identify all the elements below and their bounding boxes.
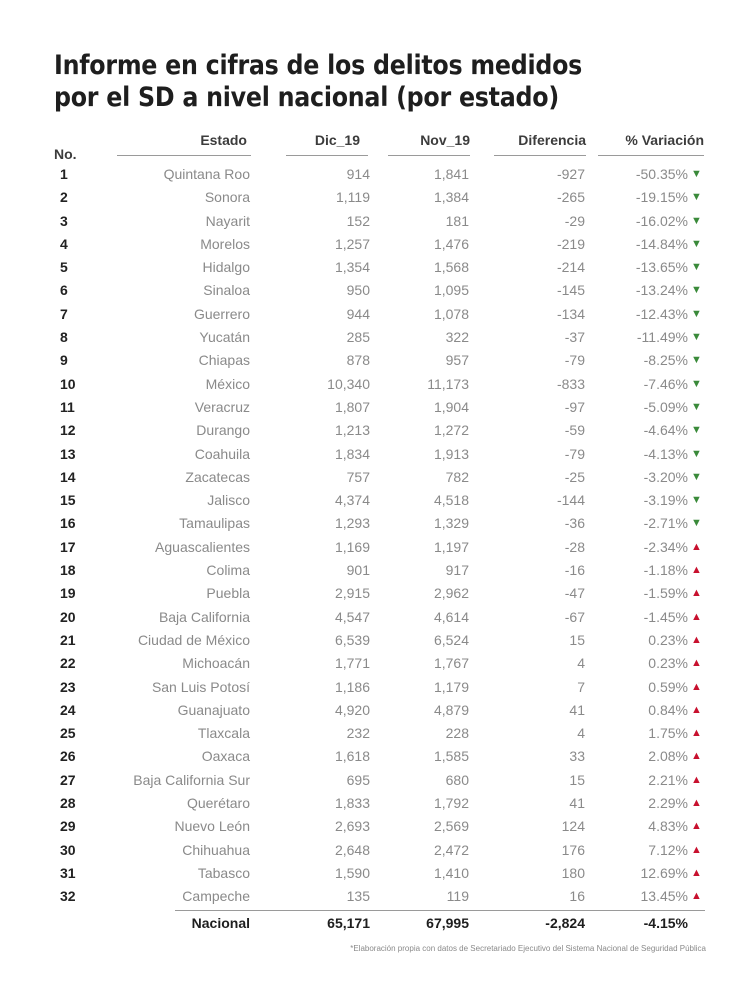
row-diferencia: 15 — [569, 771, 585, 788]
row-nov: 1,792 — [433, 795, 469, 812]
table-row — [0, 722, 756, 745]
header-divider — [598, 155, 704, 156]
table-row — [0, 489, 756, 512]
row-diferencia: -79 — [564, 445, 585, 462]
row-nov: 1,384 — [433, 189, 469, 206]
row-estado: San Luis Potosí — [151, 678, 250, 695]
row-diferencia: 15 — [569, 631, 585, 648]
row-dic: 285 — [346, 329, 370, 346]
row-nov: 782 — [445, 468, 469, 485]
table-row — [0, 676, 756, 699]
table-row — [0, 233, 756, 256]
row-estado: Tabasco — [197, 864, 250, 881]
total-dif: -2,824 — [545, 915, 585, 931]
row-variacion: 0.23% — [648, 655, 688, 672]
row-nov: 11,173 — [427, 375, 469, 392]
trend-up-icon: ▲ — [691, 633, 702, 646]
row-diferencia: 4 — [577, 725, 585, 742]
row-variacion: -2.71% — [643, 515, 688, 532]
header-nov: Nov_19 — [420, 132, 470, 148]
trend-down-icon: ▼ — [691, 517, 702, 530]
row-number: 22 — [60, 655, 76, 672]
row-nov: 2,472 — [433, 841, 469, 858]
row-estado: Sonora — [204, 189, 250, 206]
row-dic: 914 — [346, 166, 370, 182]
row-number: 30 — [60, 841, 76, 858]
row-estado: Tamaulipas — [179, 515, 250, 532]
row-number: 18 — [60, 562, 76, 579]
header-variacion: % Variación — [625, 132, 704, 148]
row-variacion: -1.59% — [643, 585, 688, 602]
row-variacion: -4.64% — [643, 422, 688, 439]
row-number: 5 — [60, 259, 68, 276]
row-variacion: -1.45% — [643, 608, 688, 625]
row-variacion: 2.08% — [648, 748, 688, 765]
total-var: -4.15% — [643, 915, 688, 931]
row-estado: Guerrero — [193, 305, 250, 322]
trend-down-icon: ▼ — [691, 237, 702, 250]
trend-up-icon: ▲ — [691, 587, 702, 600]
row-dic: 2,648 — [334, 841, 370, 858]
row-estado: Puebla — [206, 585, 250, 602]
table-row — [0, 862, 756, 885]
row-diferencia: 124 — [561, 818, 585, 835]
row-dic: 4,547 — [334, 608, 370, 625]
table-row — [0, 443, 756, 466]
row-number: 21 — [60, 631, 76, 648]
row-dic: 950 — [346, 282, 370, 299]
table-row — [0, 373, 756, 396]
row-estado: Oaxaca — [201, 748, 250, 765]
row-estado: Sinaloa — [203, 282, 250, 299]
row-number: 3 — [60, 212, 68, 229]
row-diferencia: 41 — [569, 795, 585, 812]
row-estado: Ciudad de México — [137, 631, 250, 648]
table-row — [0, 512, 756, 535]
row-dic: 1,618 — [334, 748, 370, 765]
row-number: 28 — [60, 795, 76, 812]
row-diferencia: -29 — [564, 212, 585, 229]
row-nov: 2,962 — [433, 585, 469, 602]
row-number: 29 — [60, 818, 76, 835]
table-row — [0, 279, 756, 302]
table-row — [0, 792, 756, 815]
row-diferencia: -28 — [564, 538, 585, 555]
trend-up-icon: ▲ — [691, 727, 702, 740]
row-diferencia: 4 — [577, 655, 585, 672]
row-nov: 4,879 — [433, 701, 469, 718]
row-diferencia: -219 — [556, 235, 585, 252]
row-nov: 2,569 — [433, 818, 469, 835]
trend-down-icon: ▼ — [691, 377, 702, 390]
row-variacion: -13.24% — [635, 282, 688, 299]
row-nov: 1,329 — [433, 515, 469, 532]
header-dic: Dic_19 — [314, 132, 360, 148]
row-dic: 4,374 — [334, 492, 370, 509]
trend-down-icon: ▼ — [691, 331, 702, 344]
row-nov: 1,197 — [433, 538, 469, 555]
row-number: 23 — [60, 678, 76, 695]
trend-up-icon: ▲ — [691, 866, 702, 879]
row-estado: México — [205, 375, 250, 392]
row-dic: 1,590 — [334, 864, 370, 881]
trend-up-icon: ▲ — [691, 657, 702, 670]
table-row — [0, 186, 756, 209]
table-row — [0, 326, 756, 349]
row-nov: 917 — [445, 562, 469, 579]
table-row — [0, 256, 756, 279]
trend-down-icon: ▼ — [691, 307, 702, 320]
trend-down-icon: ▼ — [691, 400, 702, 413]
row-number: 24 — [60, 701, 76, 718]
row-variacion: -13.65% — [635, 259, 688, 276]
row-estado: Michoacán — [182, 655, 250, 672]
table-row — [0, 582, 756, 605]
table-row — [0, 885, 756, 908]
row-variacion: -16.02% — [635, 212, 688, 229]
report-title: Informe en cifras de los delitos medidos por el SD a nivel nacional (por estado) — [54, 50, 583, 113]
trend-down-icon: ▼ — [691, 284, 702, 297]
source-note: *Elaboración propia con datos de Secretariado Ejecutivo del Sistema Nacional de Seguridad Pública — [350, 944, 706, 953]
table-row — [0, 745, 756, 768]
trend-down-icon: ▼ — [691, 214, 702, 227]
row-estado: Aguascalientes — [155, 538, 250, 555]
row-number: 10 — [60, 375, 76, 392]
row-nov: 957 — [445, 352, 469, 369]
row-dic: 1,833 — [334, 795, 370, 812]
header-diferencia: Diferencia — [518, 132, 586, 148]
row-estado: Baja California Sur — [133, 771, 250, 788]
header-estado-cell — [117, 128, 251, 156]
trend-up-icon: ▲ — [691, 540, 702, 553]
trend-up-icon: ▲ — [691, 703, 702, 716]
row-diferencia: -16 — [564, 562, 585, 579]
trend-down-icon: ▼ — [691, 261, 702, 274]
row-variacion: 0.84% — [648, 701, 688, 718]
trend-up-icon: ▲ — [691, 750, 702, 763]
row-nov: 1,078 — [433, 305, 469, 322]
header-divider — [286, 155, 368, 156]
row-number: 15 — [60, 492, 76, 509]
row-number: 26 — [60, 748, 76, 765]
row-estado: Yucatán — [199, 329, 250, 346]
row-dic: 1,354 — [334, 259, 370, 276]
trend-up-icon: ▲ — [691, 773, 702, 786]
row-number: 32 — [60, 888, 76, 905]
header-diferencia-cell — [494, 128, 586, 156]
trend-up-icon: ▲ — [691, 843, 702, 856]
row-dic: 232 — [346, 725, 370, 742]
row-estado: Chiapas — [198, 352, 250, 369]
row-estado: Nuevo León — [174, 818, 250, 835]
row-diferencia: -214 — [556, 259, 585, 276]
row-variacion: 1.75% — [648, 725, 688, 742]
table-row — [0, 466, 756, 489]
row-diferencia: 7 — [577, 678, 585, 695]
row-estado: Durango — [196, 422, 250, 439]
row-variacion: 13.45% — [640, 888, 688, 905]
table-row — [0, 839, 756, 862]
state-table — [0, 163, 756, 909]
table-row — [0, 536, 756, 559]
row-nov: 1,476 — [433, 235, 469, 252]
row-diferencia: -79 — [564, 352, 585, 369]
row-diferencia: -25 — [564, 468, 585, 485]
row-variacion: -2.34% — [643, 538, 688, 555]
trend-down-icon: ▼ — [691, 494, 702, 507]
row-estado: Hidalgo — [202, 259, 250, 276]
header-variacion-cell — [598, 128, 704, 156]
total-row — [0, 912, 756, 934]
row-estado: Morelos — [200, 235, 250, 252]
row-number: 8 — [60, 329, 68, 346]
row-diferencia: -36 — [564, 515, 585, 532]
row-number: 13 — [60, 445, 76, 462]
row-diferencia: -59 — [564, 422, 585, 439]
row-number: 2 — [60, 189, 68, 206]
trend-down-icon: ▼ — [691, 191, 702, 204]
row-nov: 1,767 — [433, 655, 469, 672]
row-variacion: 2.29% — [648, 795, 688, 812]
row-variacion: -14.84% — [635, 235, 688, 252]
row-number: 9 — [60, 352, 68, 369]
row-nov: 322 — [445, 329, 469, 346]
row-number: 11 — [60, 398, 75, 415]
row-estado: Chihuahua — [182, 841, 250, 858]
row-estado: Guanajuato — [177, 701, 250, 718]
table-row — [0, 652, 756, 675]
row-dic: 1,807 — [334, 398, 370, 415]
row-diferencia: 41 — [569, 701, 585, 718]
row-dic: 10,340 — [327, 375, 370, 392]
header-no: No. — [54, 146, 77, 162]
row-dic: 757 — [346, 468, 370, 485]
row-diferencia: 16 — [569, 888, 585, 905]
row-nov: 1,179 — [433, 678, 469, 695]
row-variacion: -7.46% — [643, 375, 688, 392]
table-row — [0, 815, 756, 838]
row-variacion: -3.19% — [643, 492, 688, 509]
trend-down-icon: ▼ — [691, 470, 702, 483]
row-variacion: -4.13% — [643, 445, 688, 462]
row-variacion: -19.15% — [635, 189, 688, 206]
row-number: 27 — [60, 771, 76, 788]
row-diferencia: -67 — [564, 608, 585, 625]
table-row — [0, 396, 756, 419]
row-dic: 2,915 — [334, 585, 370, 602]
row-number: 19 — [60, 585, 76, 602]
header-nov-cell — [388, 128, 470, 156]
table-row — [0, 769, 756, 792]
row-nov: 1,568 — [433, 259, 469, 276]
header-divider — [117, 155, 251, 156]
row-estado: Tlaxcala — [197, 725, 250, 742]
trend-up-icon: ▲ — [691, 680, 702, 693]
row-nov: 1,272 — [433, 422, 469, 439]
row-nov: 1,410 — [433, 864, 469, 881]
trend-down-icon: ▼ — [691, 354, 702, 367]
row-nov: 1,095 — [433, 282, 469, 299]
table-row — [0, 163, 756, 186]
table-row — [0, 303, 756, 326]
table-row — [0, 349, 756, 372]
row-estado: Baja California — [158, 608, 250, 625]
trend-up-icon: ▲ — [691, 820, 702, 833]
row-dic: 1,169 — [334, 538, 370, 555]
trend-down-icon: ▼ — [691, 168, 702, 180]
row-diferencia: -134 — [556, 305, 585, 322]
row-nov: 1,585 — [433, 748, 469, 765]
row-diferencia: -833 — [556, 375, 585, 392]
row-nov: 4,518 — [433, 492, 469, 509]
row-variacion: 7.12% — [648, 841, 688, 858]
row-dic: 695 — [346, 771, 370, 788]
row-diferencia: -144 — [556, 492, 585, 509]
row-variacion: 0.23% — [648, 631, 688, 648]
row-nov: 6,524 — [433, 631, 469, 648]
header-divider — [388, 155, 470, 156]
table-row — [0, 419, 756, 442]
row-variacion: -8.25% — [643, 352, 688, 369]
row-nov: 680 — [445, 771, 469, 788]
row-estado: Campeche — [182, 888, 250, 905]
row-diferencia: 33 — [569, 748, 585, 765]
row-dic: 1,834 — [334, 445, 370, 462]
row-number: 17 — [60, 538, 76, 555]
row-dic: 944 — [346, 305, 370, 322]
row-number: 20 — [60, 608, 76, 625]
trend-up-icon: ▲ — [691, 610, 702, 623]
row-dic: 2,693 — [334, 818, 370, 835]
row-dic: 1,293 — [334, 515, 370, 532]
row-nov: 1,904 — [433, 398, 469, 415]
row-dic: 152 — [346, 212, 370, 229]
row-dic: 1,119 — [336, 189, 370, 206]
header-divider — [494, 155, 586, 156]
row-number: 6 — [60, 282, 68, 299]
row-number: 25 — [60, 725, 76, 742]
row-diferencia: 180 — [561, 864, 585, 881]
row-estado: Quintana Roo — [163, 166, 250, 182]
table-row — [0, 559, 756, 582]
total-label: Nacional — [191, 915, 250, 931]
row-estado: Querétaro — [186, 795, 250, 812]
row-estado: Colima — [206, 562, 250, 579]
total-divider — [175, 910, 705, 911]
row-variacion: -11.49% — [636, 329, 688, 346]
row-nov: 4,614 — [433, 608, 469, 625]
total-dic: 65,171 — [327, 915, 370, 931]
row-dic: 1,257 — [334, 235, 370, 252]
trend-down-icon: ▼ — [691, 424, 702, 437]
row-estado: Zacatecas — [185, 468, 250, 485]
row-diferencia: -37 — [564, 329, 585, 346]
row-number: 7 — [60, 305, 68, 322]
trend-up-icon: ▲ — [691, 890, 702, 903]
row-estado: Coahuila — [194, 445, 250, 462]
row-dic: 4,920 — [334, 701, 370, 718]
total-nov: 67,995 — [426, 915, 469, 931]
row-estado: Veracruz — [194, 398, 250, 415]
row-estado: Jalisco — [207, 492, 250, 509]
row-variacion: -3.20% — [643, 468, 688, 485]
row-diferencia: -97 — [564, 398, 585, 415]
row-variacion: -1.18% — [643, 562, 688, 579]
header-estado: Estado — [200, 132, 247, 148]
row-nov: 119 — [446, 888, 469, 905]
row-dic: 135 — [346, 888, 370, 905]
table-row — [0, 629, 756, 652]
row-number: 31 — [60, 864, 76, 881]
table-row — [0, 699, 756, 722]
row-diferencia: -927 — [556, 166, 585, 182]
row-diferencia: -47 — [564, 585, 585, 602]
row-nov: 181 — [445, 212, 469, 229]
row-diferencia: -145 — [556, 282, 585, 299]
row-variacion: 4.83% — [648, 818, 688, 835]
row-diferencia: 176 — [561, 841, 585, 858]
row-dic: 878 — [346, 352, 370, 369]
row-dic: 901 — [346, 562, 370, 579]
row-diferencia: -265 — [556, 189, 585, 206]
row-nov: 1,913 — [433, 445, 469, 462]
row-number: 16 — [60, 515, 76, 532]
row-dic: 6,539 — [334, 631, 370, 648]
row-nov: 1,841 — [433, 166, 469, 182]
trend-up-icon: ▲ — [691, 564, 702, 577]
row-number: 1 — [60, 166, 68, 182]
row-estado: Nayarit — [205, 212, 250, 229]
trend-up-icon: ▲ — [691, 797, 702, 810]
row-dic: 1,771 — [334, 655, 370, 672]
row-nov: 228 — [445, 725, 469, 742]
row-number: 14 — [60, 468, 76, 485]
table-row — [0, 210, 756, 233]
row-variacion: -50.35% — [635, 166, 688, 182]
row-variacion: 0.59% — [648, 678, 688, 695]
row-variacion: -12.43% — [635, 305, 688, 322]
header-dic-cell — [286, 128, 368, 156]
row-variacion: -5.09% — [643, 398, 688, 415]
row-number: 12 — [60, 422, 76, 439]
row-variacion: 2.21% — [648, 771, 688, 788]
row-variacion: 12.69% — [640, 864, 688, 881]
row-number: 4 — [60, 235, 68, 252]
trend-down-icon: ▼ — [691, 447, 702, 460]
table-row — [0, 606, 756, 629]
row-dic: 1,186 — [334, 678, 370, 695]
row-dic: 1,213 — [334, 422, 370, 439]
